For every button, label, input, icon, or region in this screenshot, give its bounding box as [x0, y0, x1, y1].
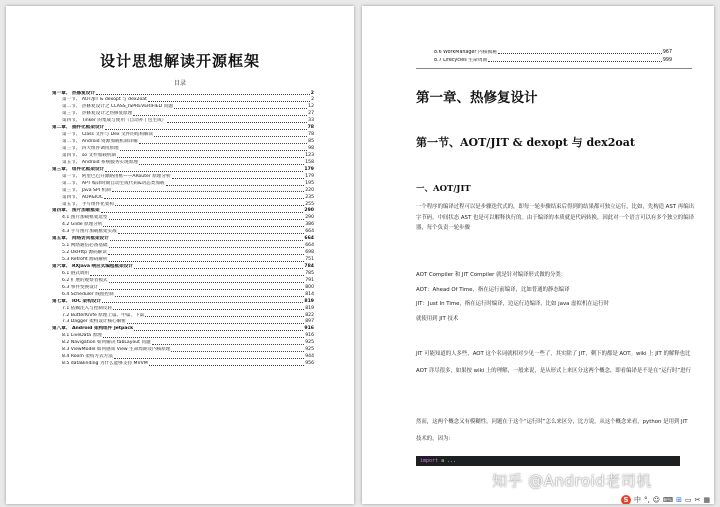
toc-chapter-row[interactable] [52, 298, 314, 305]
toc-dot-leader [172, 178, 305, 179]
toc-dot-leader [174, 108, 307, 109]
toc-section-row[interactable] [52, 159, 314, 166]
toc-page-number: 27 [308, 111, 314, 117]
toc-section-row[interactable] [52, 270, 314, 277]
toc-entry-title: 第三节、 Java SPI 机制 [62, 187, 111, 193]
toc-chapter-row[interactable] [52, 326, 314, 333]
toc-dot-leader [101, 212, 304, 213]
ime-emoji-icon[interactable]: ☺ [652, 496, 661, 504]
toc-entry-title: 6.1 链式调用 [62, 270, 90, 276]
paragraph-ambiguity: 然而，这两个概念又有模糊性，问题在于这个“运行时”怎么来区分，比方说，从这个概念来看，python 是用到 JIT 技术的，因为： [416, 419, 688, 442]
toc-section-row[interactable] [52, 104, 314, 111]
toc-section-row[interactable] [52, 152, 314, 159]
toc-chapter-row[interactable] [52, 263, 314, 270]
toc-entry-title: 7.1 依赖注入与控制反转 [62, 305, 113, 311]
toc-dot-leader [112, 191, 305, 192]
toc-entry-title: 第一章、 热修复设计 [52, 90, 95, 96]
toc-chapter-row[interactable] [52, 236, 314, 243]
toc-chapter-row[interactable] [52, 125, 314, 132]
toc-page-number: 791 [305, 277, 314, 283]
ime-chinese-mode-button[interactable]: 中 [634, 496, 641, 504]
toc-dot-leader [120, 150, 308, 151]
chapter-title: 第一章、热修复设计 [416, 90, 538, 106]
watermark: 知乎 @Android老司机 [492, 472, 652, 490]
toc-section-row[interactable] [52, 139, 314, 146]
toc-dot-leader [133, 115, 307, 116]
toc-section-row[interactable] [52, 187, 314, 194]
ime-keyboard-icon[interactable]: ⌨ [663, 496, 674, 504]
toc-section-row[interactable] [52, 277, 314, 284]
toc-section-row[interactable] [52, 347, 314, 354]
toc-entry-title: 7.2 ButterKnife 原理上篇、中篇、下篇 [62, 312, 145, 318]
toc-dot-leader [134, 268, 304, 269]
toc-chapter-row[interactable] [52, 208, 314, 215]
toc-dot-leader [139, 164, 304, 165]
toc-dot-leader [152, 344, 305, 345]
toc-page-number: 2 [310, 90, 314, 96]
toc-dot-leader [109, 282, 305, 283]
paragraph-line: JIT：Just In Time，指在运行时编译，边运行边编译，比如 java 虚拟机在运行时 [416, 301, 609, 307]
toc-page-number: 98 [308, 146, 314, 152]
toc-entry-title: 8.2 Navigation 如何解决 tabLayout 问题 [62, 340, 151, 346]
toc-entry-title: 8.5 dataBinding 为什么能够支持 MVVM [62, 361, 148, 367]
paragraph-line: 就使用到 JIT 技术 [416, 315, 459, 322]
toc-entry-title: 第五章、 网络访问框架设计 [52, 236, 109, 242]
toc-section-row[interactable] [52, 333, 314, 340]
toc-page-number: 897 [305, 319, 314, 325]
toc-entry-title: 第二章、 插件化框架设计 [52, 125, 105, 131]
toc-chapter-row[interactable] [52, 166, 314, 173]
toc-entry-title: 第四节、 so 文件加载机制 [62, 152, 117, 158]
toc-section-row[interactable] [52, 201, 314, 208]
paragraph-line: AOT Compiler 和 JIT Compiler 就是针对编译形式做的分类： [416, 272, 567, 278]
code-text: a ... [438, 458, 457, 464]
toc-entry-title: 6.3 事件变换设计 [62, 284, 99, 290]
paragraph-line: AOT：Ahead Of Time，指在运行前编译，比如普通的静态编译 [416, 286, 570, 293]
toc-page-number: 664 [305, 243, 314, 249]
toc-dot-leader [167, 122, 307, 123]
toc-entry-title: 第二节、 Android 资源加载机制详解 [62, 139, 138, 145]
toc-entry-title: 第五节、 手写组件化架构 [62, 201, 114, 207]
paragraph-aot-jit [416, 268, 694, 326]
toc-dot-leader [115, 205, 304, 206]
toc-dot-leader [114, 358, 304, 359]
toc-section-row[interactable] [52, 97, 314, 104]
toc-page-number: 158 [305, 159, 314, 165]
toc-dot-leader [108, 254, 304, 255]
toc-dot-leader [127, 323, 304, 324]
toc-page-number: 751 [305, 257, 314, 263]
toc-page-number: 925 [305, 347, 314, 353]
toc-dot-leader [103, 226, 304, 227]
toc-entry-title: 第三节、 热修复设计之热修复原理 [62, 111, 133, 117]
toc-page-number: 235 [305, 194, 314, 200]
toc-dot-leader [134, 330, 303, 331]
toc-dot-leader [103, 337, 304, 338]
toc-entry-title: 4.1 图片加载框架选型 [62, 215, 108, 221]
toc-page-number: 999 [662, 57, 672, 63]
toc-dot-leader [90, 275, 304, 276]
toc-page-number: 123 [305, 152, 314, 158]
toc-entry-title: 第四节、 Tinker 的集成与使用（自动补丁包生成） [62, 118, 167, 124]
toc-page-number: 916 [304, 326, 314, 332]
toc-section-row[interactable] [52, 257, 314, 264]
subsection-title: 一、AOT/JIT [416, 184, 471, 194]
code-block [416, 456, 680, 466]
toc-entry-title: 第八章、 Android 架构组件 Jetpack [52, 326, 134, 332]
toc-page-number: 819 [305, 305, 314, 311]
document-title: 设计思想解读开源框架 [99, 52, 260, 70]
section-title: 第一节、AOT/JIT & dexopt 与 dex2oat [416, 136, 635, 149]
toc-entry-title: 4.3 手写图片加载框架实战 [62, 229, 117, 235]
toc-section-row[interactable] [52, 284, 314, 291]
toc-dot-leader [139, 143, 307, 144]
toc-dot-leader [498, 53, 662, 54]
toc-section-row[interactable] [52, 291, 314, 298]
toc-section-row[interactable] [52, 243, 314, 250]
toc-page-number: 967 [662, 49, 672, 55]
sogou-logo-icon[interactable]: S [621, 495, 631, 504]
toc-entry-title: 第四章、 图片加载框架 [52, 208, 100, 214]
ime-skin-icon[interactable]: ▭ [685, 496, 692, 504]
toc-page-number: 290 [305, 215, 314, 221]
paragraph-jit-explanation: JIT 可能知道的人多些，AOT 这个名词就相对少见一些了，其实除了 JIT，剩下的都是 AOT。wiki 上 JIT 的解释也比 AOT 详尽很多，如果按 wiki 上的理解，一般来说，是从形式上来区分这两个概念，即看编译是不是在“运行时”进行 [416, 351, 691, 374]
toc-dot-leader [110, 240, 304, 241]
toc-page-number: 698 [305, 250, 314, 256]
toc-entry-title: 第二节、 热修复设计之 CLASS_ISPREVERIFIED 问题 [62, 104, 173, 110]
toc-entry-title: 4.2 Glide 原理分析 [62, 222, 103, 228]
toc-page-number: 386 [305, 222, 314, 228]
toc-page-number: 785 [305, 270, 314, 276]
toc-dot-leader [145, 316, 304, 317]
toc-page-number: 664 [304, 236, 314, 242]
toc-entry-title: 6.2 扩展的观察者模式 [62, 277, 108, 283]
toc-page-number: 800 [305, 284, 314, 290]
toc-section-row[interactable] [52, 180, 314, 187]
toc-section-row[interactable] [424, 48, 672, 56]
toc-section-row[interactable] [424, 56, 672, 64]
ime-toolbox-icon[interactable]: ⊞ [676, 496, 683, 504]
toc-page-number: 664 [305, 229, 314, 235]
toc-page-number: 12 [308, 104, 314, 110]
paragraph-intro: 一个程序的编译过程可以是步骤迭代式的，即每一轮步骤结束后得到的结果都可独立运行，比如，先构造 AST 再编出字节码，中间状态 AST 也是可以解释执行的。由于编译的本质就是代码转换，因此对一个语言可以有多个独立的编译器，每个负责一轮步骤 [416, 204, 694, 231]
toc-entry-title: 7.3 Dagger 架构设计核心解密 [62, 319, 126, 325]
toc-dot-leader [109, 247, 305, 248]
toc-dot-leader [166, 185, 305, 186]
toc-page-number: 179 [305, 173, 314, 179]
ime-toolbar [618, 494, 713, 504]
toc-page-number: 220 [305, 187, 314, 193]
toc-section-row[interactable] [52, 222, 314, 229]
toc-section-row[interactable] [52, 132, 314, 139]
toc-entry-title: 第二节、 APT 编译时期自动生成代码&动态类加载 [62, 180, 165, 186]
toc-dot-leader [148, 101, 310, 102]
toc-continued [424, 48, 672, 64]
toc-chapter-row[interactable] [52, 90, 314, 97]
toc-page-number: 195 [305, 180, 314, 186]
toc-page-number: 33 [308, 118, 314, 124]
toc-page-number: 78 [308, 132, 314, 138]
toc-section-row[interactable] [52, 111, 314, 118]
toc-dot-leader [171, 351, 304, 352]
toc-page-number: 784 [304, 263, 314, 269]
toc-entry-title: 8.6 WorkManager 内核揭秘 [434, 49, 498, 55]
toc-entry-title: 5.3 Retrofit 源码解析 [62, 257, 108, 263]
header-rule [416, 68, 692, 69]
ime-punctuation-button[interactable]: °, [644, 496, 650, 504]
toc-section-row[interactable] [52, 340, 314, 347]
code-keyword: import [420, 458, 439, 464]
toc-section-row[interactable] [52, 229, 314, 236]
toc-entry-title: 第一节、 Class 文件与 Dex 文件的结构解读 [62, 132, 154, 138]
toc-entry-title: 5.2 OkHttp 源码解读 [62, 250, 107, 256]
toc-dot-leader [105, 171, 303, 172]
toc-dot-leader [118, 233, 305, 234]
toc-dot-leader [488, 61, 661, 62]
toc-dot-leader [104, 198, 304, 199]
toc-heading: 目录 [173, 80, 186, 87]
toc-entry-title: 第三节、 四大组件调用原理 [62, 146, 119, 152]
toc-section-row[interactable] [52, 361, 314, 368]
toc-page-number: 814 [305, 291, 314, 297]
toc-page-number: 290 [304, 208, 314, 214]
toc-entry-title: 8.4 Room 架构方式方法 [62, 354, 113, 360]
toc-dot-leader [149, 365, 304, 366]
toc-page-number: 944 [305, 354, 314, 360]
toc-dot-leader [115, 296, 305, 297]
toc-dot-leader [117, 157, 304, 158]
table-of-contents [52, 90, 314, 368]
toc-section-row[interactable] [52, 319, 314, 326]
ime-scissors-icon[interactable]: ✂ [694, 496, 701, 504]
toc-dot-leader [109, 261, 305, 262]
toc-page-number: 916 [305, 333, 314, 339]
left-page [6, 6, 354, 504]
toc-section-row[interactable] [52, 312, 314, 319]
toc-page-number: 819 [304, 298, 314, 304]
right-page [362, 6, 714, 504]
toc-entry-title: 第一节、 AOT/JIT & dexopt 与 dex2oat [62, 97, 147, 103]
toc-section-row[interactable] [52, 305, 314, 312]
toc-page-number: 956 [305, 361, 314, 367]
toc-entry-title: 第七章、 IOC 架构设计 [52, 298, 101, 304]
toc-section-row[interactable] [52, 250, 314, 257]
toc-dot-leader [96, 94, 310, 95]
ime-menu-icon[interactable]: ▦ [703, 496, 711, 504]
toc-section-row[interactable] [52, 146, 314, 153]
toc-entry-title: 第五节、 Android 系统服务实现原理 [62, 159, 138, 165]
toc-entry-title: 第三章、 组件化框架设计 [52, 166, 105, 172]
toc-dot-leader [109, 219, 305, 220]
toc-section-row[interactable] [52, 354, 314, 361]
toc-section-row[interactable] [52, 173, 314, 180]
toc-page-number: 78 [307, 125, 314, 131]
toc-entry-title: 8.1 LiveData 原理 [62, 333, 102, 339]
toc-page-number: 179 [304, 166, 314, 172]
toc-dot-leader [154, 136, 307, 137]
toc-dot-leader [102, 302, 303, 303]
toc-dot-leader [105, 129, 306, 130]
toc-section-row[interactable] [52, 194, 314, 201]
toc-section-row[interactable] [52, 118, 314, 125]
toc-entry-title: 第一节、 阿里巴巴开源路由框——ARouter 原理分析 [62, 173, 171, 179]
toc-entry-title: 8.7 Lifecycles 生命周期 [434, 57, 488, 63]
toc-dot-leader [99, 289, 304, 290]
toc-dot-leader [113, 309, 304, 310]
toc-entry-title: 第四节、 AOP&IOC [62, 194, 104, 200]
toc-page-number: 85 [308, 139, 314, 145]
toc-page-number: 255 [305, 201, 314, 207]
toc-section-row[interactable] [52, 215, 314, 222]
toc-entry-title: 8.3 ViewModel 如何感知 View 生命周期及内核原理 [62, 347, 171, 353]
toc-page-number: 822 [305, 312, 314, 318]
toc-entry-title: 第六章、 RXJava 响应式编程框架设计 [52, 263, 133, 269]
toc-page-number: 2 [311, 97, 314, 103]
toc-page-number: 925 [305, 340, 314, 346]
toc-entry-title: 5.1 网络通信必备基础 [62, 243, 108, 249]
toc-entry-title: 6.4 Scheduler 线程控制 [62, 291, 114, 297]
